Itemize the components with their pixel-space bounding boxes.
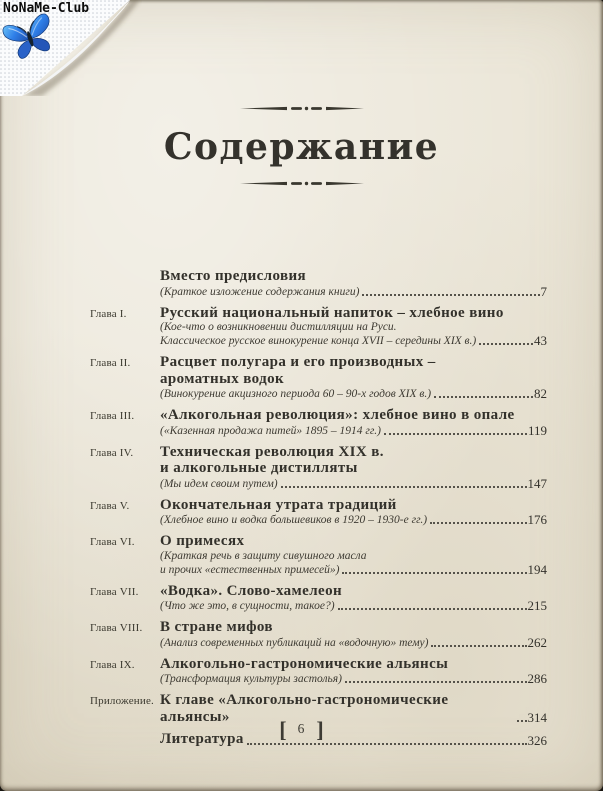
entry-title-line (160, 354, 547, 371)
entry-text: Окончательная утрата традиций (160, 496, 397, 513)
entry-page-number: 147 (527, 475, 547, 491)
toc-entry (90, 407, 547, 438)
entry-body (160, 305, 547, 349)
toc-entry (90, 268, 547, 299)
entry-page-number: 286 (527, 671, 547, 686)
entry-page-number: 176 (527, 512, 547, 527)
entry-title-line (160, 268, 547, 285)
entry-body (160, 533, 547, 577)
toc-entry (90, 583, 547, 614)
toc-entry (90, 497, 547, 528)
dot-leader (342, 572, 526, 574)
dot-leader (434, 396, 533, 398)
title-block (0, 104, 603, 188)
flourish-ornament-top (240, 104, 364, 113)
entry-text: и прочих «естественных примесей») (160, 563, 340, 576)
entry-text: (Краткая речь в защиту сивушного масла (160, 549, 367, 562)
entry-text: (Хлебное вино и водка большевиков в 1920 – 1930-е гг.) (160, 514, 428, 526)
flourish-ornament-bottom (240, 179, 364, 188)
entry-page-number: 7 (540, 283, 547, 299)
entry-body (160, 656, 547, 687)
entry-text: (Что же это, в сущности, такое?) (160, 600, 335, 612)
dot-leader (479, 343, 533, 345)
entry-body (160, 444, 547, 491)
entry-subtitle-line (160, 424, 547, 438)
entry-text: (Винокурение акцизного периода 60 – 90-х годов XIX в.) (160, 388, 432, 400)
entry-subtitle-line (160, 563, 547, 577)
toc-entry (90, 533, 547, 577)
entry-title-line (160, 583, 547, 600)
entry-title-line (160, 497, 547, 514)
dot-leader (431, 645, 526, 647)
entry-text: Алкогольно-гастрономические альянсы (160, 655, 449, 672)
entry-title-line (160, 619, 547, 636)
entry-label: Глава VI. (90, 536, 135, 548)
entry-label (90, 268, 160, 299)
entry-text: Классическое русское винокурение конца XVII – середины XIX в.) (160, 335, 477, 347)
entry-label: Глава III. (90, 410, 135, 422)
watermark-label: NoNaMe-Club (3, 0, 90, 17)
dot-leader (362, 294, 539, 296)
entry-text: Техническая революция XIX в. (160, 443, 384, 460)
entry-subtitle-line (160, 672, 547, 686)
entry-text: ароматных водок (160, 370, 285, 387)
entry-subtitle-line (160, 513, 547, 527)
entry-body (160, 583, 547, 614)
entry-title-line (160, 460, 547, 477)
dot-leader (430, 522, 526, 524)
entry-subtitle-line (160, 334, 547, 348)
toc-list (90, 268, 547, 754)
entry-page-number: 314 (527, 710, 547, 725)
entry-page-number: 215 (527, 598, 547, 613)
entry-text: («Казенная продажа питей» 1895 – 1914 гг.) (160, 424, 381, 437)
entry-body (160, 619, 547, 650)
entry-subtitle-line (160, 321, 547, 334)
dot-leader (345, 681, 527, 683)
entry-label: Глава VII. (90, 585, 139, 598)
entry-text: Русский национальный напиток – хлебное вино (160, 304, 504, 321)
toc-entry (90, 444, 547, 491)
entry-text: В стране мифов (160, 619, 273, 635)
toc-entry (90, 354, 547, 401)
footer-left-bracket: [ (279, 717, 287, 742)
entry-subtitle-line (160, 599, 547, 613)
entry-subtitle-line (160, 387, 547, 401)
entry-text: «Водка». Слово-хамелеон (160, 582, 343, 599)
entry-text: (Анализ современных публикаций на «водочную» тему) (160, 636, 429, 649)
entry-subtitle-line (160, 636, 547, 650)
entry-subtitle-line (160, 477, 547, 491)
entry-body (160, 268, 547, 299)
entry-text: Литература (160, 731, 244, 747)
entry-label: Глава II. (90, 357, 131, 369)
entry-text: Расцвет полугара и его производных – (160, 354, 436, 370)
dot-leader (338, 608, 527, 610)
entry-label: Глава V. (90, 499, 130, 512)
entry-label: Глава IV. (90, 446, 134, 459)
toc-entry (90, 656, 547, 687)
entry-text: (Краткое изложение содержания книги) (160, 285, 360, 298)
entry-text: (Трансформация культуры застолья) (160, 673, 342, 685)
entry-body (160, 407, 547, 438)
footer-page-number (0, 717, 603, 743)
toc-entry (90, 305, 547, 349)
entry-title-line (160, 305, 547, 322)
entry-page-number: 262 (527, 634, 547, 650)
dot-leader (384, 433, 527, 435)
entry-body (160, 354, 547, 401)
entry-title-line (160, 444, 547, 461)
entry-page-number: 194 (527, 561, 547, 577)
entry-text: К главе «Алкогольно-гастрономические альянсы» (160, 692, 449, 725)
noname-club-watermark (0, 0, 142, 96)
entry-text: «Алкогольная революция»: хлебное вино в опале (160, 407, 515, 423)
entry-subtitle-line (160, 550, 547, 563)
page-title: Содержание (163, 126, 440, 168)
toc-entry (90, 619, 547, 650)
entry-page-number: 82 (534, 386, 547, 401)
entry-text: и алкогольные дистилляты (160, 460, 358, 476)
entry-title-line (160, 407, 547, 424)
butterfly-icon (2, 13, 58, 63)
entry-subtitle-line (160, 285, 547, 299)
footer-number: 6 (297, 721, 306, 736)
entry-body (160, 497, 547, 528)
footer-right-bracket: ] (316, 717, 324, 742)
entry-page-number: 43 (534, 333, 547, 348)
entry-label: Глава VIII. (90, 622, 143, 634)
entry-label: Приложение. (90, 695, 154, 707)
entry-text: О примесях (160, 533, 245, 549)
entry-text: Вместо предисловия (160, 268, 307, 284)
entry-title-line (160, 656, 547, 673)
entry-label: Глава I. (90, 307, 127, 320)
entry-page-number: 119 (527, 422, 547, 438)
dot-leader (281, 486, 527, 488)
entry-title-line (160, 533, 547, 550)
entry-text: (Кое-что о возникновении дистилляции на Руси. (160, 321, 397, 333)
entry-title-line (160, 371, 547, 388)
entry-label: Глава IX. (90, 658, 135, 671)
entry-page-number: 326 (527, 732, 547, 748)
entry-text: (Мы идем своим путем) (160, 477, 278, 490)
